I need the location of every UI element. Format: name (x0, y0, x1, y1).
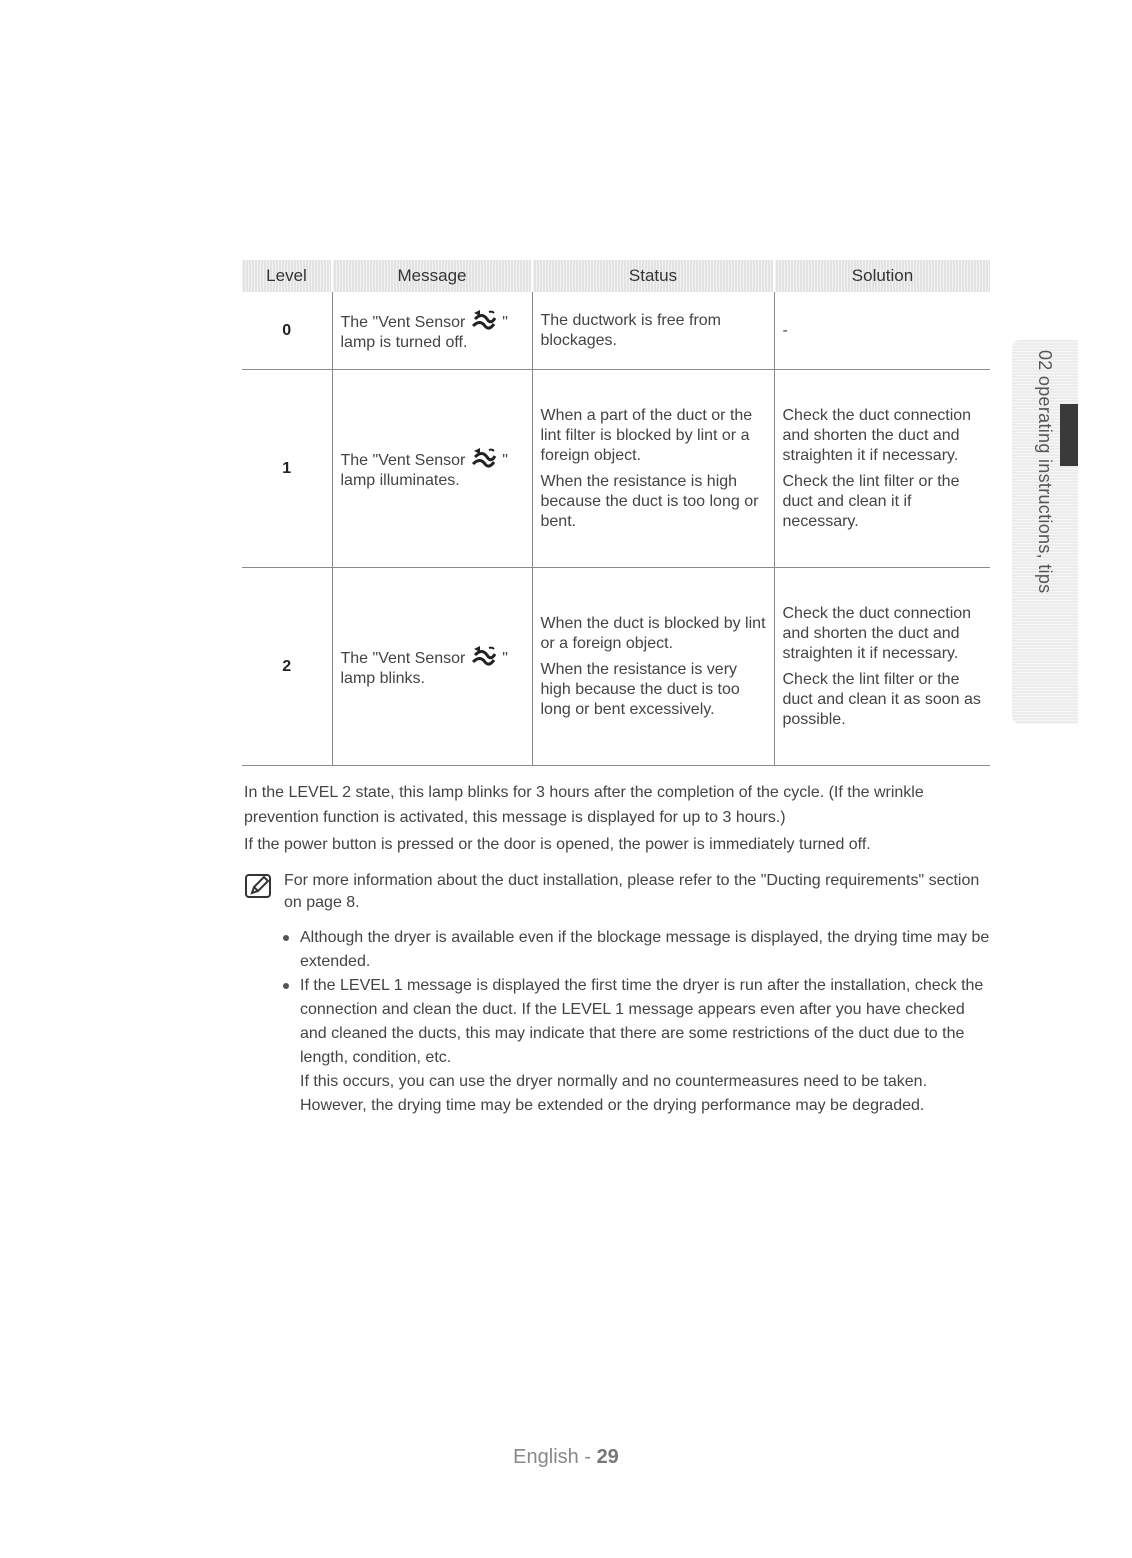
page-footer (0, 1446, 1132, 1469)
message-cell (332, 568, 532, 766)
message-text-line2: lamp illuminates. (340, 471, 460, 489)
message-text: The "Vent Sensor (340, 313, 466, 331)
status-cell (532, 370, 774, 568)
status-cell (532, 292, 774, 370)
list-item-extra: If this occurs, you can use the dryer normally and no countermeasures need to be taken. (300, 1073, 928, 1090)
level2-paragraph: In the LEVEL 2 state, this lamp blinks for 3 hours after the completion of the cycle. (If the wrinkle prevention function is activated, this message is displayed for up to 3 hours.) (244, 784, 924, 826)
level-cell: 0 (242, 292, 332, 370)
list-item (282, 974, 994, 1118)
header-solution: Solution (774, 260, 990, 292)
list-item-text: Although the dryer is available even if the blockage message is displayed, the drying time may be extended. (300, 929, 990, 970)
bullet-dot-icon (283, 935, 289, 941)
solution-text: Check the duct connection and shorten the duct and straighten it if necessary. (782, 604, 972, 662)
message-text: The "Vent Sensor (340, 649, 466, 667)
table-header-row (242, 260, 990, 292)
vent-sensor-icon (472, 645, 496, 667)
message-text-line2: lamp blinks. (340, 669, 425, 687)
note-pencil-icon (244, 873, 274, 901)
header-level: Level (242, 260, 332, 292)
chapter-side-tab (1012, 340, 1078, 724)
bullet-dot-icon (283, 983, 289, 989)
vent-sensor-icon (472, 447, 496, 469)
message-quote: " (502, 451, 508, 469)
solution-cell (774, 370, 990, 568)
status-text: The ductwork is free from blockages. (540, 311, 721, 349)
message-quote: " (502, 313, 508, 331)
vent-sensor-icon (472, 309, 496, 331)
header-status: Status (532, 260, 774, 292)
level-cell: 1 (242, 370, 332, 568)
message-quote: " (502, 649, 508, 667)
solution-cell (774, 568, 990, 766)
table-row (242, 292, 990, 370)
tips-list (282, 926, 994, 1118)
table-row (242, 568, 990, 766)
power-paragraph: If the power button is pressed or the door is opened, the power is immediately turned off. (244, 836, 871, 853)
solution-text: - (782, 321, 788, 339)
solution-text: Check the lint filter or the duct and clean it as soon as possible. (782, 670, 981, 728)
status-text: When the duct is blocked by lint or a foreign object. (540, 614, 766, 652)
list-item-extra: However, the drying time may be extended or the drying performance may be degraded. (300, 1097, 925, 1114)
list-item (282, 926, 994, 974)
status-cell (532, 568, 774, 766)
page-number: 29 (596, 1446, 619, 1468)
list-item-text: If the LEVEL 1 message is displayed the first time the dryer is run after the installation, check the connection and clean the duct. If the LEVEL 1 message appears even after you have checked and cleaned the ducts, this may indicate that there are some restrictions of the duct due to the length, condition, etc. (300, 977, 984, 1066)
footer-separator: - (578, 1446, 597, 1468)
solution-text: Check the lint filter or the duct and clean it if necessary. (782, 472, 960, 530)
message-text-line2: lamp is turned off. (340, 333, 468, 351)
solution-cell (774, 292, 990, 370)
vent-sensor-table (242, 260, 990, 766)
status-text: When the resistance is high because the duct is too long or bent. (540, 472, 759, 530)
footer-language: English (513, 1446, 579, 1468)
table-row (242, 370, 990, 568)
solution-text: Check the duct connection and shorten the duct and straighten it if necessary. (782, 406, 972, 464)
header-message: Message (332, 260, 532, 292)
level-cell: 2 (242, 568, 332, 766)
status-text: When a part of the duct or the lint filter is blocked by lint or a foreign object. (540, 406, 753, 464)
message-text: The "Vent Sensor (340, 451, 466, 469)
message-cell (332, 292, 532, 370)
status-text: When the resistance is very high because the duct is too long or bent excessively. (540, 660, 740, 718)
note-text: For more information about the duct installation, please refer to the "Ducting requirements" section on page 8. (284, 872, 980, 911)
chapter-marker (1060, 404, 1078, 466)
chapter-label: 02 operating instructions, tips (1035, 350, 1055, 594)
message-cell (332, 370, 532, 568)
